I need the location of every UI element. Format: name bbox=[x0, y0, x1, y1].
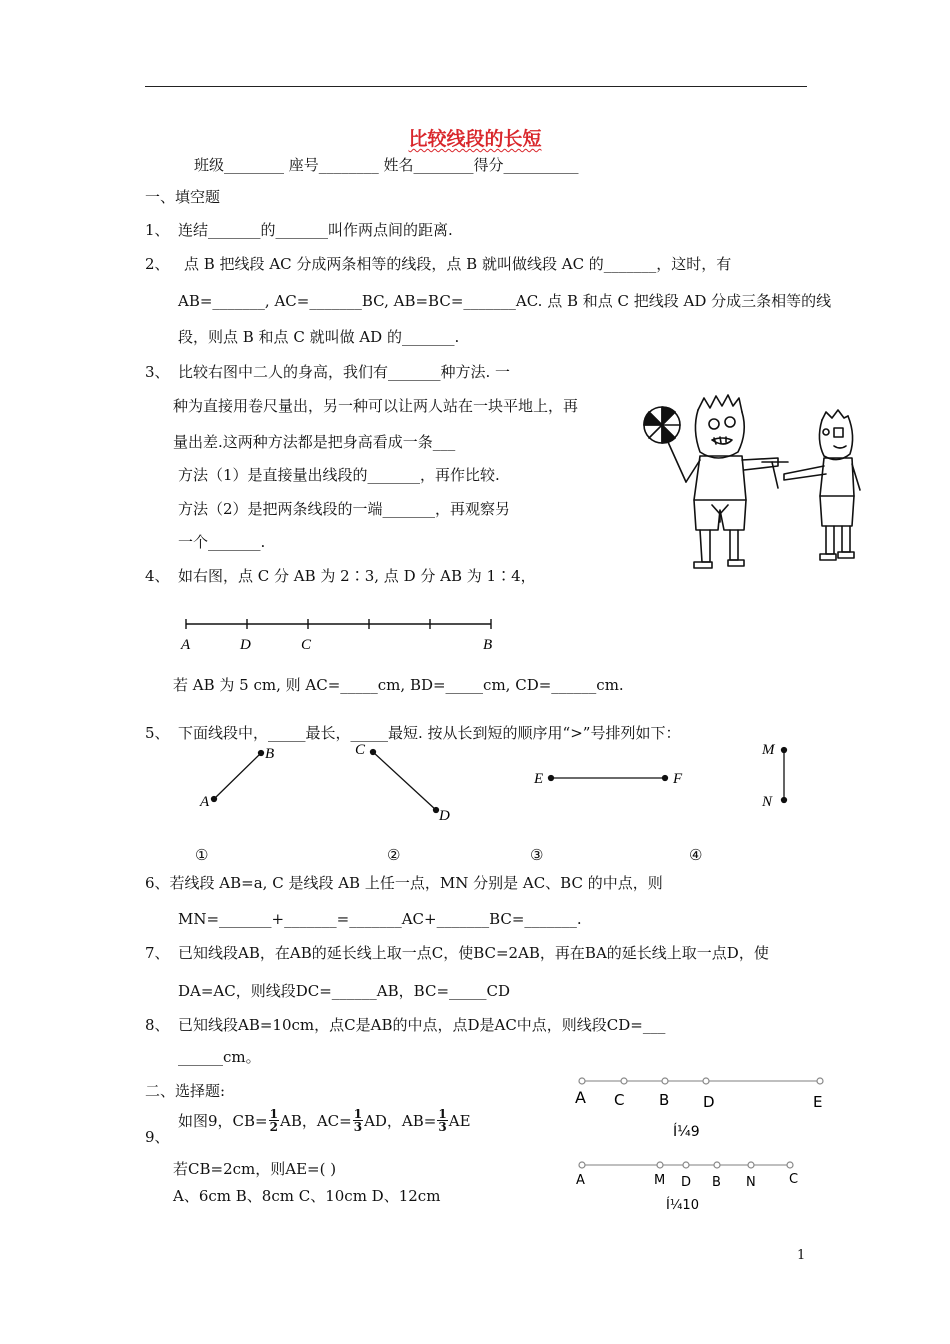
q3-line6: 一个_______. bbox=[178, 533, 266, 551]
page-title: 比较线段的长短 bbox=[408, 128, 542, 150]
figure-10 bbox=[570, 1155, 830, 1217]
q3-line5: 方法（2）是把两条线段的一端_______，再观察另 bbox=[178, 500, 511, 518]
fig10-label-c: C bbox=[789, 1172, 799, 1187]
q5-number: 5、 bbox=[145, 724, 170, 742]
q9-f1-denominator: 2 bbox=[269, 1120, 278, 1134]
q4-label-c: C bbox=[301, 637, 312, 653]
q5-circled-3: ③ bbox=[530, 846, 544, 864]
fig9-label-e: E bbox=[813, 1093, 823, 1111]
q9-pre: 如图9，CB= bbox=[178, 1111, 268, 1130]
q4-label-d: D bbox=[240, 637, 251, 653]
q4-answer-line: 若 AB 为 5 cm, 则 AC=_____cm, BD=_____cm, CD=______cm. bbox=[173, 676, 624, 694]
q2-number: 2、 bbox=[145, 255, 170, 273]
fig9-label-b: B bbox=[659, 1091, 670, 1109]
q4-text: 如右图，点 C 分 AB 为 2∶3, 点 D 分 AB 为 1∶4， bbox=[178, 567, 536, 585]
q9-f1-numerator: 1 bbox=[269, 1107, 278, 1121]
q5-point-n: N bbox=[762, 794, 773, 810]
height-comparison-illustration bbox=[638, 390, 868, 575]
q5-segments-figure bbox=[190, 740, 810, 830]
q7-line2: DA=AC，则线段DC=______AB，BC=_____CD bbox=[178, 982, 511, 1000]
fig9-label-c: C bbox=[614, 1091, 625, 1109]
q5-point-f: F bbox=[673, 771, 683, 787]
student-info-line: 班级________ 座号________ 姓名________得分__________ bbox=[194, 156, 579, 174]
figure-9 bbox=[570, 1070, 840, 1146]
page-number: 1 bbox=[797, 1248, 806, 1263]
q9-f3-numerator: 1 bbox=[438, 1107, 447, 1121]
section-heading-fill: 一、填空题 bbox=[145, 188, 221, 206]
q9-mid1: AB，AC= bbox=[279, 1111, 352, 1130]
q9-f3-denominator: 3 bbox=[438, 1120, 447, 1134]
q5-point-b: B bbox=[265, 746, 275, 762]
q9-fraction-2 bbox=[353, 1108, 363, 1133]
q4-number: 4、 bbox=[145, 567, 170, 585]
q3-line1: 比较右图中二人的身高，我们有_______种方法. 一 bbox=[178, 363, 511, 381]
q5-circled-2: ② bbox=[387, 846, 401, 864]
q3-line2: 种为直接用卷尺量出，另一种可以让两人站在一块平地上，再 bbox=[173, 397, 579, 415]
q9-number: 9、 bbox=[145, 1128, 170, 1146]
fig9-caption: Í¼9 bbox=[673, 1124, 700, 1140]
q5-point-c: C bbox=[355, 742, 366, 758]
q2-line1: 点 B 把线段 AC 分成两条相等的线段，点 B 就叫做线段 AC 的_______，这时，有 bbox=[184, 255, 732, 273]
fig10-label-n: N bbox=[746, 1175, 756, 1190]
fig10-label-d: D bbox=[681, 1175, 692, 1190]
fig10-caption: Í¼10 bbox=[666, 1198, 699, 1213]
q3-number: 3、 bbox=[145, 363, 170, 381]
fig9-label-d: D bbox=[703, 1093, 715, 1111]
q5-text: 下面线段中，_____最长，_____最短. 按从长到短的顺序用“>”号排列如下： bbox=[178, 724, 681, 742]
q5-circled-4: ④ bbox=[689, 846, 703, 864]
fig10-label-m: M bbox=[654, 1173, 666, 1188]
q3-line4: 方法（1）是直接量出线段的_______，再作比较. bbox=[178, 466, 500, 484]
q2-line3: 段，则点 B 和点 C 就叫做 AD 的_______. bbox=[178, 328, 460, 346]
q6-line1: 6、若线段 AB=a, C 是线段 AB 上任一点，MN 分别是 AC、BC 的中点，则 bbox=[145, 874, 663, 892]
q9-fraction-3 bbox=[437, 1108, 447, 1133]
q8-line1: 已知线段AB=10cm，点C是AB的中点，点D是AC中点，则线段CD=___ bbox=[178, 1016, 666, 1034]
q1-number: 1、 bbox=[145, 221, 170, 239]
q2-line2: AB=_______, AC=_______BC, AB=BC=_______AC. 点 B 和点 C 把线段 AD 分成三条相等的线 bbox=[178, 292, 832, 310]
q7-number: 7、 bbox=[145, 944, 170, 962]
q3-line3: 量出差.这两种方法都是把身高看成一条___ bbox=[173, 433, 456, 451]
q5-circled-1: ① bbox=[195, 846, 209, 864]
q9-post: AE bbox=[448, 1111, 471, 1130]
q1-text: 连结_______的_______叫作两点间的距离. bbox=[178, 221, 453, 239]
q9-line2: 若CB=2cm，则AE=( ) bbox=[173, 1160, 337, 1178]
q4-segment-figure bbox=[176, 612, 506, 658]
q7-line1: 已知线段AB，在AB的延长线上取一点C，使BC=2AB，再在BA的延长线上取一点D，使 bbox=[178, 944, 769, 962]
q9-text bbox=[178, 1108, 471, 1133]
q5-point-a: A bbox=[200, 794, 210, 810]
q4-label-a: A bbox=[181, 637, 191, 653]
q5-point-d: D bbox=[439, 808, 450, 824]
fig10-label-b: B bbox=[712, 1175, 721, 1190]
q9-mid2: AD，AB= bbox=[364, 1111, 437, 1130]
q4-label-b: B bbox=[483, 637, 493, 653]
q9-fraction-1 bbox=[269, 1108, 279, 1133]
header-rule bbox=[145, 86, 807, 87]
q9-f2-denominator: 3 bbox=[353, 1120, 363, 1134]
q8-line2: ______cm。 bbox=[178, 1048, 261, 1066]
fig10-label-a: A bbox=[576, 1173, 585, 1188]
q9-options: A、6cm B、8cm C、10cm D、12cm bbox=[173, 1187, 441, 1205]
q6-line2: MN=_______+_______=_______AC+_______BC=_______. bbox=[178, 910, 582, 928]
q5-point-m: M bbox=[762, 742, 775, 758]
fig9-label-a: A bbox=[575, 1088, 586, 1107]
q5-point-e: E bbox=[534, 771, 544, 787]
q9-f2-numerator: 1 bbox=[353, 1107, 363, 1121]
section-heading-choice: 二、选择题: bbox=[145, 1082, 226, 1100]
q8-number: 8、 bbox=[145, 1016, 170, 1034]
